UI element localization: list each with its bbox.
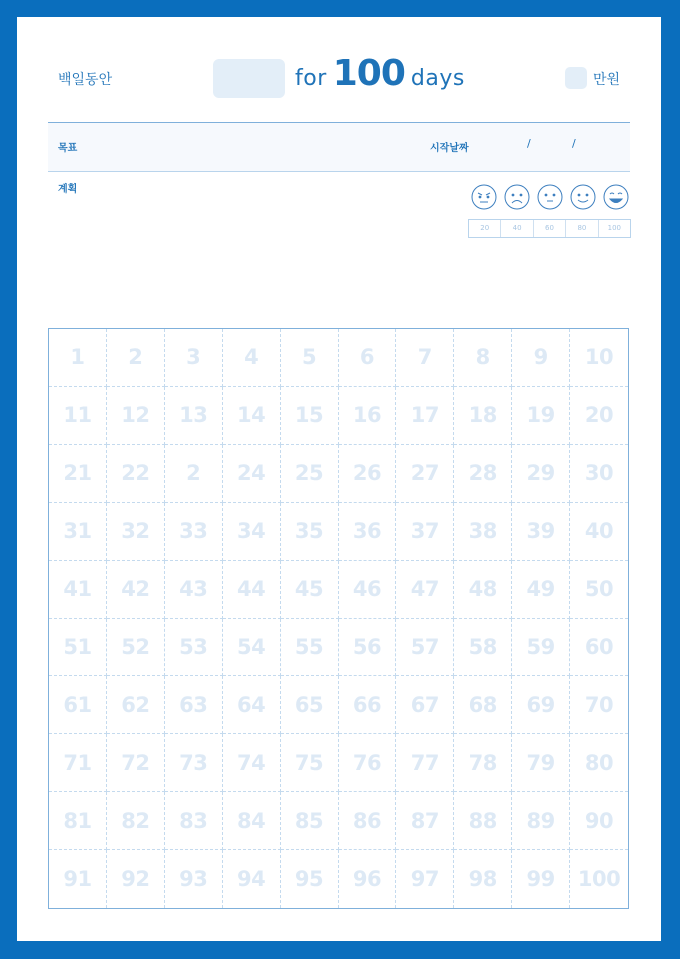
day-cell[interactable]: 58 bbox=[454, 619, 512, 677]
day-cell[interactable]: 5 bbox=[281, 329, 339, 387]
day-cell[interactable]: 30 bbox=[570, 445, 628, 503]
day-cell[interactable]: 25 bbox=[281, 445, 339, 503]
neutral-face-icon[interactable] bbox=[538, 185, 562, 209]
day-cell[interactable]: 45 bbox=[281, 561, 339, 619]
day-cell[interactable]: 24 bbox=[223, 445, 281, 503]
day-cell[interactable]: 32 bbox=[107, 503, 165, 561]
day-cell[interactable]: 39 bbox=[512, 503, 570, 561]
day-cell[interactable]: 22 bbox=[107, 445, 165, 503]
day-cell[interactable]: 1 bbox=[49, 329, 107, 387]
date-separator-2: / bbox=[572, 137, 576, 150]
amount-input-box[interactable] bbox=[213, 59, 285, 98]
day-cell[interactable]: 38 bbox=[454, 503, 512, 561]
day-cell[interactable]: 10 bbox=[570, 329, 628, 387]
day-cell[interactable]: 41 bbox=[49, 561, 107, 619]
day-cell[interactable]: 29 bbox=[512, 445, 570, 503]
day-cell[interactable]: 97 bbox=[396, 850, 454, 908]
scale-item[interactable]: 60 bbox=[534, 220, 566, 237]
planner-sheet bbox=[17, 17, 661, 941]
day-cell[interactable]: 54 bbox=[223, 619, 281, 677]
day-cell[interactable]: 9 bbox=[512, 329, 570, 387]
day-cell[interactable]: 70 bbox=[570, 676, 628, 734]
angry-face-icon[interactable] bbox=[472, 185, 496, 209]
day-cell[interactable]: 60 bbox=[570, 619, 628, 677]
day-cell[interactable]: 82 bbox=[107, 792, 165, 850]
day-cell[interactable]: 65 bbox=[281, 676, 339, 734]
day-cell[interactable]: 2 bbox=[165, 445, 223, 503]
day-cell[interactable]: 73 bbox=[165, 734, 223, 792]
day-cell[interactable]: 72 bbox=[107, 734, 165, 792]
day-cell[interactable]: 93 bbox=[165, 850, 223, 908]
day-cell[interactable]: 74 bbox=[223, 734, 281, 792]
day-cell[interactable]: 12 bbox=[107, 387, 165, 445]
day-cell[interactable]: 31 bbox=[49, 503, 107, 561]
day-cell[interactable]: 71 bbox=[49, 734, 107, 792]
scale-item[interactable]: 100 bbox=[607, 224, 622, 232]
header-left-label: 백일동안 bbox=[58, 72, 113, 88]
day-cell[interactable]: 100 bbox=[577, 867, 621, 892]
day-cell[interactable]: 77 bbox=[396, 734, 454, 792]
day-cell[interactable]: 68 bbox=[454, 676, 512, 734]
day-cell[interactable]: 66 bbox=[339, 676, 397, 734]
currency-label: 만원 bbox=[593, 72, 621, 88]
page-title bbox=[295, 53, 465, 94]
day-cell[interactable]: 21 bbox=[49, 445, 107, 503]
date-separator-1: / bbox=[527, 137, 531, 150]
scale-item[interactable]: 80 bbox=[566, 220, 598, 237]
currency-checkbox[interactable] bbox=[565, 67, 587, 89]
day-cell[interactable]: 49 bbox=[512, 561, 570, 619]
day-cell[interactable]: 2 bbox=[107, 329, 165, 387]
day-cell[interactable]: 91 bbox=[49, 850, 107, 908]
day-cell[interactable]: 14 bbox=[223, 387, 281, 445]
day-tracker-grid bbox=[48, 328, 629, 909]
day-cell[interactable]: 96 bbox=[339, 850, 397, 908]
day-cell[interactable]: 43 bbox=[165, 561, 223, 619]
title-prefix: for bbox=[295, 66, 327, 91]
start-date-label: 시작날짜 bbox=[430, 143, 469, 154]
day-cell[interactable]: 56 bbox=[339, 619, 397, 677]
smile-face-icon[interactable] bbox=[571, 185, 595, 209]
day-cell[interactable]: 61 bbox=[49, 676, 107, 734]
score-scale bbox=[468, 219, 631, 238]
day-cell[interactable]: 78 bbox=[454, 734, 512, 792]
happy-face-icon[interactable] bbox=[604, 185, 628, 209]
day-cell[interactable]: 6 bbox=[339, 329, 397, 387]
day-cell[interactable]: 20 bbox=[570, 387, 628, 445]
goal-row[interactable] bbox=[48, 122, 630, 172]
day-cell[interactable]: 33 bbox=[165, 503, 223, 561]
day-cell[interactable]: 34 bbox=[223, 503, 281, 561]
day-cell[interactable]: 42 bbox=[107, 561, 165, 619]
day-cell[interactable]: 50 bbox=[570, 561, 628, 619]
day-cell[interactable]: 51 bbox=[49, 619, 107, 677]
goal-label: 목표 bbox=[58, 143, 78, 154]
day-cell[interactable]: 86 bbox=[339, 792, 397, 850]
day-cell[interactable]: 35 bbox=[281, 503, 339, 561]
day-cell[interactable]: 63 bbox=[165, 676, 223, 734]
day-cell[interactable]: 57 bbox=[396, 619, 454, 677]
day-cell[interactable]: 46 bbox=[339, 561, 397, 619]
day-cell[interactable]: 59 bbox=[512, 619, 570, 677]
day-cell[interactable]: 84 bbox=[223, 792, 281, 850]
frown-face-icon[interactable] bbox=[505, 185, 529, 209]
day-cell[interactable]: 94 bbox=[223, 850, 281, 908]
day-cell[interactable]: 11 bbox=[49, 387, 107, 445]
day-cell[interactable]: 89 bbox=[512, 792, 570, 850]
day-cell[interactable]: 18 bbox=[454, 387, 512, 445]
day-cell[interactable]: 67 bbox=[396, 676, 454, 734]
day-cell[interactable]: 3 bbox=[165, 329, 223, 387]
plan-label: 계획 bbox=[58, 184, 78, 195]
day-cell[interactable]: 90 bbox=[570, 792, 628, 850]
day-cell[interactable]: 53 bbox=[165, 619, 223, 677]
day-cell[interactable]: 37 bbox=[396, 503, 454, 561]
title-number: 100 bbox=[332, 53, 405, 94]
day-cell[interactable]: 13 bbox=[165, 387, 223, 445]
day-cell[interactable]: 19 bbox=[512, 387, 570, 445]
day-cell[interactable]: 95 bbox=[281, 850, 339, 908]
day-cell[interactable]: 81 bbox=[49, 792, 107, 850]
day-cell[interactable]: 87 bbox=[396, 792, 454, 850]
scale-item[interactable]: 20 bbox=[469, 220, 501, 237]
day-cell[interactable]: 4 bbox=[223, 329, 281, 387]
day-cell[interactable]: 8 bbox=[454, 329, 512, 387]
day-cell[interactable]: 62 bbox=[107, 676, 165, 734]
day-cell[interactable]: 79 bbox=[512, 734, 570, 792]
day-cell[interactable]: 85 bbox=[281, 792, 339, 850]
day-cell[interactable]: 40 bbox=[570, 503, 628, 561]
day-cell[interactable]: 52 bbox=[107, 619, 165, 677]
title-suffix: days bbox=[410, 66, 465, 91]
day-cell[interactable]: 16 bbox=[339, 387, 397, 445]
day-cell[interactable]: 36 bbox=[339, 503, 397, 561]
day-cell[interactable]: 17 bbox=[396, 387, 454, 445]
day-cell[interactable]: 47 bbox=[396, 561, 454, 619]
day-cell[interactable]: 15 bbox=[281, 387, 339, 445]
day-cell[interactable]: 55 bbox=[281, 619, 339, 677]
day-cell[interactable]: 80 bbox=[570, 734, 628, 792]
day-cell[interactable]: 64 bbox=[223, 676, 281, 734]
day-cell[interactable]: 27 bbox=[396, 445, 454, 503]
day-cell[interactable]: 7 bbox=[396, 329, 454, 387]
scale-item[interactable]: 40 bbox=[501, 220, 533, 237]
day-cell[interactable]: 99 bbox=[512, 850, 570, 908]
day-cell[interactable]: 88 bbox=[454, 792, 512, 850]
day-cell[interactable]: 76 bbox=[339, 734, 397, 792]
day-cell[interactable]: 92 bbox=[107, 850, 165, 908]
day-cell[interactable]: 75 bbox=[281, 734, 339, 792]
mood-faces bbox=[470, 183, 630, 211]
day-cell[interactable]: 48 bbox=[454, 561, 512, 619]
day-cell[interactable]: 69 bbox=[512, 676, 570, 734]
day-cell[interactable]: 44 bbox=[223, 561, 281, 619]
day-cell[interactable]: 98 bbox=[454, 850, 512, 908]
day-cell[interactable]: 26 bbox=[339, 445, 397, 503]
day-cell[interactable]: 28 bbox=[454, 445, 512, 503]
day-cell[interactable]: 83 bbox=[165, 792, 223, 850]
